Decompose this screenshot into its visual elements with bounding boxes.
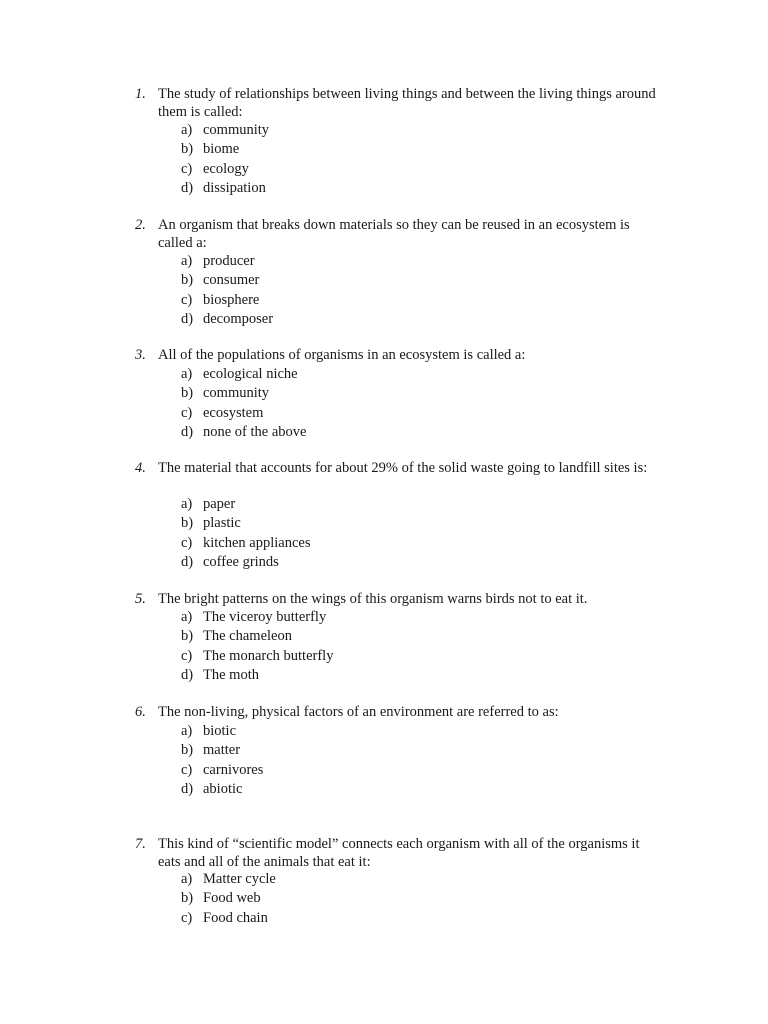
option-text: decomposer xyxy=(203,310,274,327)
option-letter: d) xyxy=(181,666,194,683)
option-letter: c) xyxy=(181,647,193,664)
option-text: The chameleon xyxy=(203,628,292,645)
answer-option xyxy=(181,404,306,423)
question-text: The non-living, physical factors of an environment are referred to as: xyxy=(158,704,559,720)
option-letter: d) xyxy=(181,423,194,440)
answer-options xyxy=(181,495,311,572)
option-letter: a) xyxy=(181,496,193,512)
answer-options xyxy=(181,870,276,928)
answer-option xyxy=(181,722,263,741)
answer-option xyxy=(181,271,273,290)
option-text: Food chain xyxy=(203,909,268,926)
option-letter: b) xyxy=(181,628,194,645)
option-letter: a) xyxy=(181,253,193,269)
question-text: All of the populations of organisms in an ecosystem is called a: xyxy=(158,347,526,363)
answer-option xyxy=(181,495,311,514)
option-text: community xyxy=(203,122,270,138)
answer-option xyxy=(181,140,269,159)
answer-option xyxy=(181,384,306,403)
option-letter: a) xyxy=(181,609,193,625)
answer-option xyxy=(181,291,273,310)
option-letter: a) xyxy=(181,122,193,138)
answer-option xyxy=(181,423,306,442)
answer-option xyxy=(181,514,311,533)
answer-option xyxy=(181,780,263,799)
question-number: 3. xyxy=(135,347,146,363)
question-text: This kind of “scientific model” connects each organism with all of the organisms it eats and all of the animals that eat it: xyxy=(158,836,640,870)
option-letter: b) xyxy=(181,272,194,289)
question-number: 7. xyxy=(135,836,146,852)
answer-option xyxy=(181,160,269,179)
question-number: 6. xyxy=(135,704,146,720)
question-text: The study of relationships between living things and between the living things around them is called: xyxy=(158,86,656,120)
option-text: ecological niche xyxy=(203,366,298,382)
option-text: biotic xyxy=(203,723,237,739)
option-text: kitchen appliances xyxy=(203,534,311,551)
option-letter: a) xyxy=(181,723,193,739)
option-text: The monarch butterfly xyxy=(203,647,334,664)
option-letter: b) xyxy=(181,742,194,759)
answer-options xyxy=(181,608,333,685)
answer-option xyxy=(181,647,333,666)
question-number: 2. xyxy=(135,217,146,233)
answer-option xyxy=(181,889,276,908)
option-text: coffee grinds xyxy=(203,553,279,570)
option-letter: d) xyxy=(181,310,194,327)
answer-option xyxy=(181,179,269,198)
answer-option xyxy=(181,666,333,685)
answer-option xyxy=(181,761,263,780)
answer-option xyxy=(181,121,269,140)
question-number: 5. xyxy=(135,591,146,607)
option-letter: c) xyxy=(181,909,193,926)
option-text: Food web xyxy=(203,890,261,907)
answer-option xyxy=(181,909,276,928)
option-letter: d) xyxy=(181,780,194,797)
option-text: plastic xyxy=(203,515,241,532)
option-text: paper xyxy=(203,496,236,512)
option-text: biome xyxy=(203,141,240,158)
option-text: carnivores xyxy=(203,761,264,778)
answer-option xyxy=(181,252,273,271)
option-letter: a) xyxy=(181,366,193,382)
option-text: none of the above xyxy=(203,423,307,440)
option-letter: c) xyxy=(181,534,193,551)
question-number: 4. xyxy=(135,460,146,476)
option-letter: c) xyxy=(181,761,193,778)
option-letter: b) xyxy=(181,141,194,158)
option-text: The moth xyxy=(203,666,259,683)
option-letter: d) xyxy=(181,553,194,570)
option-text: abiotic xyxy=(203,780,243,797)
option-text: The viceroy butterfly xyxy=(203,609,327,625)
answer-options xyxy=(181,252,273,329)
option-letter: d) xyxy=(181,179,194,196)
option-letter: a) xyxy=(181,871,193,887)
option-letter: b) xyxy=(181,515,194,532)
option-letter: b) xyxy=(181,890,194,907)
answer-option xyxy=(181,365,306,384)
answer-option xyxy=(181,553,311,572)
option-letter: c) xyxy=(181,160,193,177)
question-text: The bright patterns on the wings of this organism warns birds not to eat it. xyxy=(158,591,588,607)
option-text: biosphere xyxy=(203,291,260,308)
option-text: consumer xyxy=(203,272,260,289)
option-text: matter xyxy=(203,742,241,759)
answer-option xyxy=(181,627,333,646)
option-text: producer xyxy=(203,253,255,269)
answer-options xyxy=(181,365,306,442)
option-text: ecology xyxy=(203,160,249,177)
answer-options xyxy=(181,722,263,799)
option-letter: c) xyxy=(181,404,193,421)
option-letter: b) xyxy=(181,385,194,402)
option-text: Matter cycle xyxy=(203,871,276,887)
answer-option xyxy=(181,870,276,889)
question-number: 1. xyxy=(135,86,146,102)
option-text: dissipation xyxy=(203,179,266,196)
option-text: ecosystem xyxy=(203,404,264,421)
question-text: The material that accounts for about 29% of the solid waste going to landfill sites is: xyxy=(158,460,648,476)
question-text: An organism that breaks down materials so they can be reused in an ecosystem is called a: xyxy=(158,217,630,251)
option-text: community xyxy=(203,385,270,402)
answer-option xyxy=(181,534,311,553)
option-letter: c) xyxy=(181,291,193,308)
answer-option xyxy=(181,310,273,329)
answer-option xyxy=(181,741,263,760)
answer-option xyxy=(181,608,333,627)
answer-options xyxy=(181,121,269,198)
